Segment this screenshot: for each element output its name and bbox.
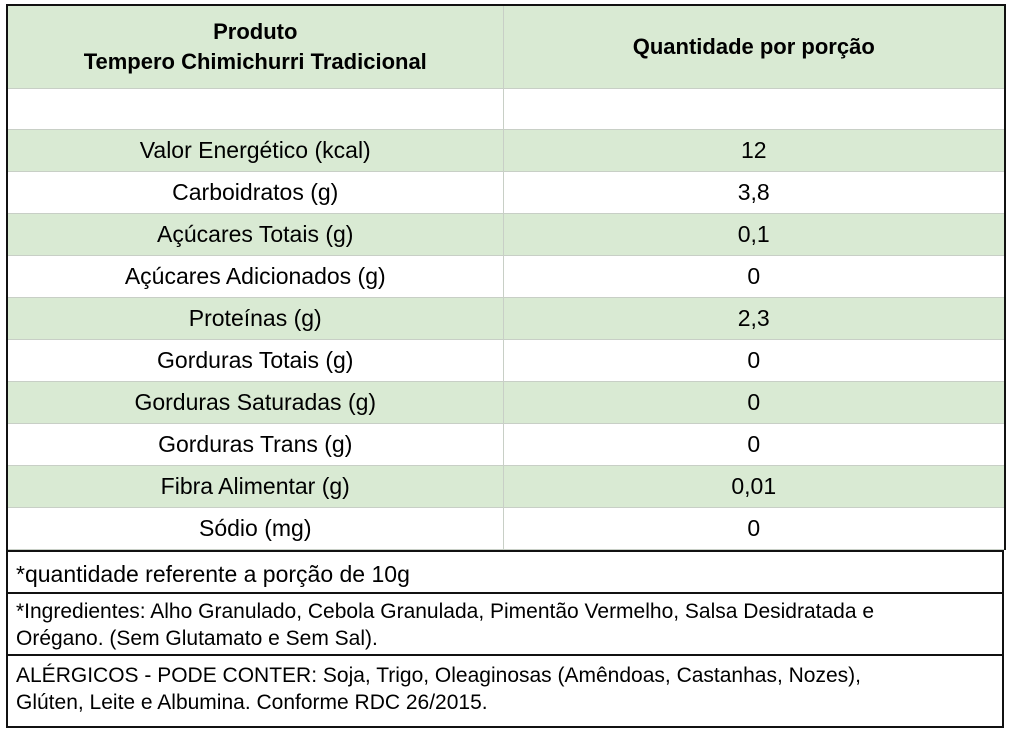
ingredients-text-line2: Orégano. (Sem Glutamato e Sem Sal). <box>16 627 378 650</box>
ingredients-text-line1: *Ingredientes: Alho Granulado, Cebola Granulada, Pimentão Vermelho, Salsa Desidratada e <box>16 600 875 623</box>
table-row <box>7 214 1005 256</box>
table-row <box>7 424 1005 466</box>
nutrient-value[interactable]: 0,01 <box>503 466 1005 508</box>
nutrient-label[interactable]: Proteínas (g) <box>7 298 503 340</box>
allergens-note[interactable] <box>6 656 1004 728</box>
nutrient-label[interactable]: Açúcares Totais (g) <box>7 214 503 256</box>
nutrient-label[interactable]: Açúcares Adicionados (g) <box>7 256 503 298</box>
nutrient-label[interactable]: Valor Energético (kcal) <box>7 130 503 172</box>
nutrient-value[interactable]: 3,8 <box>503 172 1005 214</box>
header-product-label: Produto <box>213 19 298 44</box>
nutrient-label[interactable]: Fibra Alimentar (g) <box>7 466 503 508</box>
nutrient-value[interactable]: 0,1 <box>503 214 1005 256</box>
nutrition-sheet <box>6 4 1004 728</box>
header-quantity-label: Quantidade por porção <box>632 34 875 59</box>
nutrient-value[interactable]: 2,3 <box>503 298 1005 340</box>
portion-note[interactable] <box>6 550 1004 594</box>
blank-row <box>7 89 1005 130</box>
header-product-cell[interactable] <box>7 5 503 89</box>
nutrition-table <box>6 4 1006 550</box>
nutrient-value[interactable]: 12 <box>503 130 1005 172</box>
blank-cell[interactable] <box>7 89 503 130</box>
header-product-name: Tempero Chimichurri Tradicional <box>83 49 427 74</box>
nutrient-label[interactable]: Gorduras Saturadas (g) <box>7 382 503 424</box>
header-quantity-cell[interactable] <box>503 5 1005 89</box>
table-row <box>7 172 1005 214</box>
blank-cell[interactable] <box>503 89 1005 130</box>
nutrient-value[interactable]: 0 <box>503 508 1005 550</box>
table-row <box>7 382 1005 424</box>
table-row <box>7 340 1005 382</box>
table-row <box>7 256 1005 298</box>
nutrient-value[interactable]: 0 <box>503 256 1005 298</box>
table-row <box>7 130 1005 172</box>
allergens-text-line2: Glúten, Leite e Albumina. Conforme RDC 26/2015. <box>16 691 488 714</box>
nutrient-label[interactable]: Carboidratos (g) <box>7 172 503 214</box>
table-row <box>7 466 1005 508</box>
table-row <box>7 298 1005 340</box>
nutrient-label[interactable]: Sódio (mg) <box>7 508 503 550</box>
ingredients-note[interactable] <box>6 594 1004 656</box>
table-row <box>7 508 1005 550</box>
nutrient-label[interactable]: Gorduras Trans (g) <box>7 424 503 466</box>
nutrient-label[interactable]: Gorduras Totais (g) <box>7 340 503 382</box>
portion-note-text: *quantidade referente a porção de 10g <box>16 561 410 587</box>
nutrient-value[interactable]: 0 <box>503 382 1005 424</box>
nutrient-value[interactable]: 0 <box>503 340 1005 382</box>
nutrient-value[interactable]: 0 <box>503 424 1005 466</box>
header-row <box>7 5 1005 89</box>
allergens-text-line1: ALÉRGICOS - PODE CONTER: Soja, Trigo, Oleaginosas (Amêndoas, Castanhas, Nozes), <box>16 664 861 687</box>
